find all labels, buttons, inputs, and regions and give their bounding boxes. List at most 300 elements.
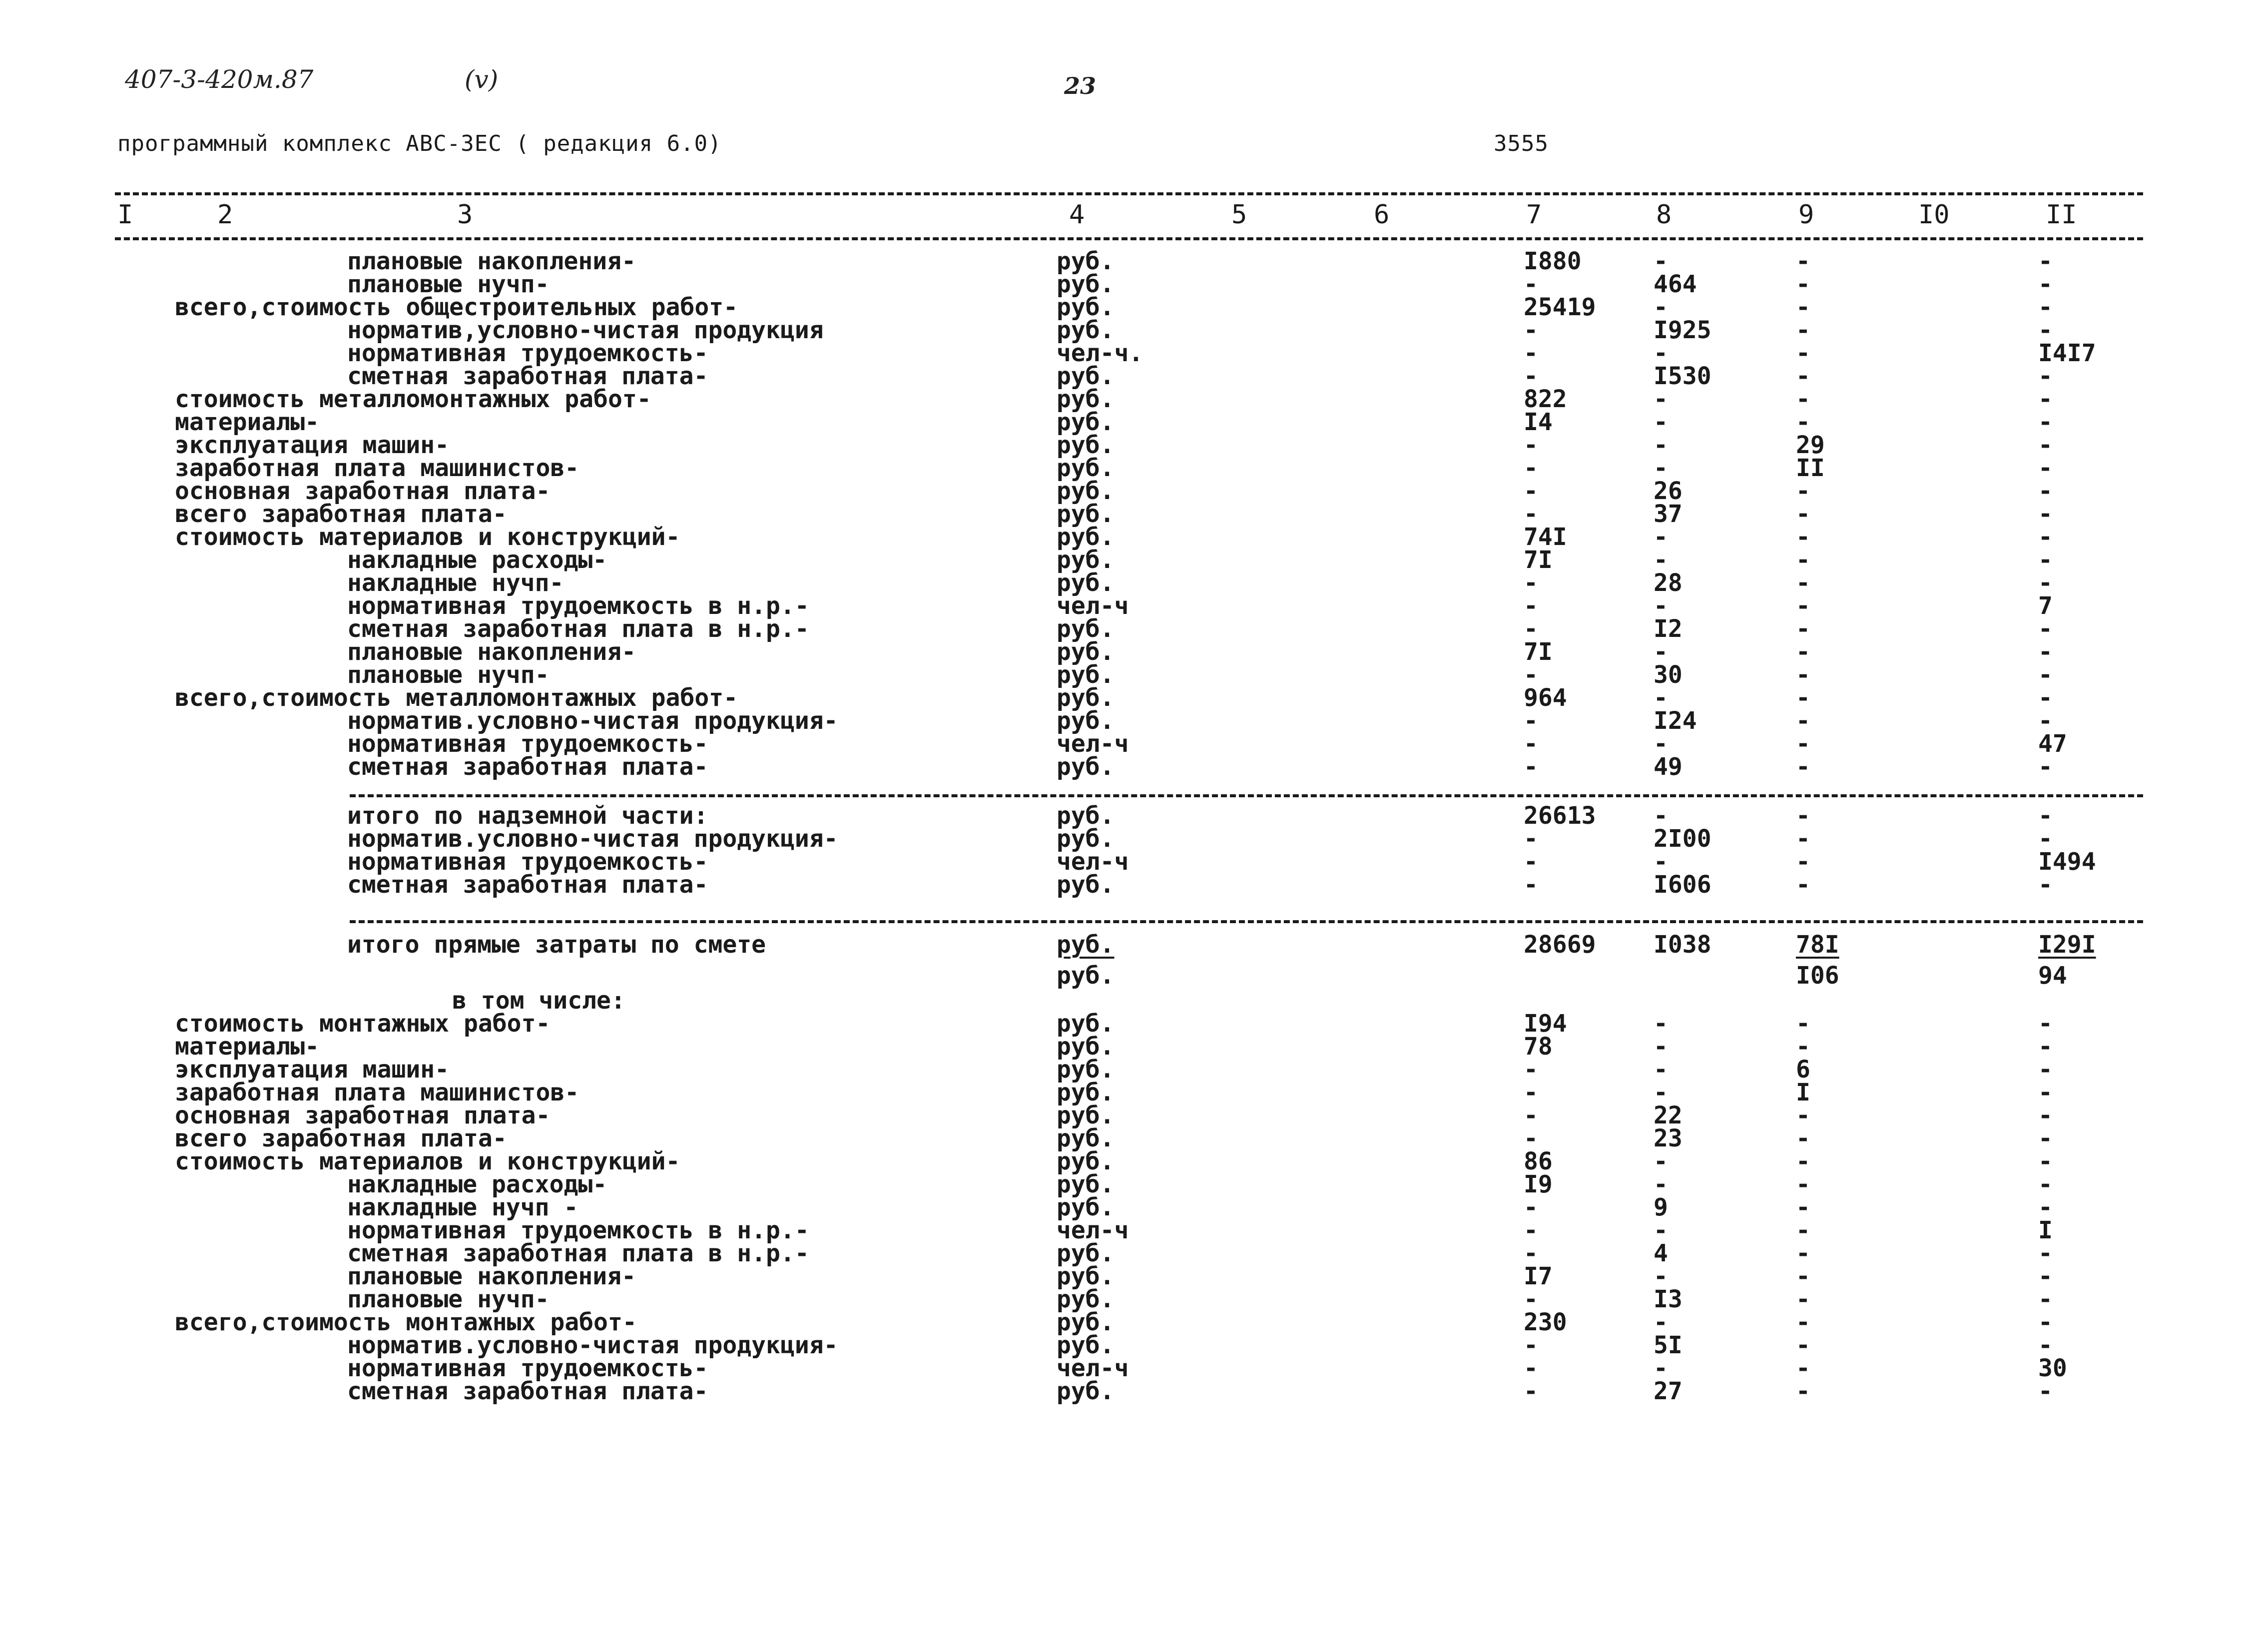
row-col11: - (2038, 753, 2053, 781)
table-row (0, 1033, 2242, 1061)
row-unit: руб. (1057, 293, 1115, 321)
row-col8: 26 (1654, 477, 1682, 505)
row-unit: руб. (1057, 615, 1115, 643)
row-col8: - (1654, 293, 1668, 321)
section-rule-1 (350, 794, 2143, 797)
table-row-total (0, 931, 2242, 959)
row-col11: - (2038, 802, 2053, 830)
row-label: нормативная трудоемкость- (347, 1354, 708, 1382)
table-row (0, 408, 2242, 436)
row-col7: 26613 (1524, 802, 1596, 830)
row-label: основная заработная плата- (175, 477, 551, 505)
table-row (0, 1308, 2242, 1336)
row-unit: руб. (1057, 1331, 1115, 1359)
row-col8: I3 (1654, 1285, 1682, 1313)
row-label: сметная заработная плата- (347, 753, 708, 781)
row-col11: - (2038, 1033, 2053, 1061)
row-unit: чел-ч (1057, 1216, 1129, 1244)
row-col9: - (1796, 1262, 1810, 1290)
row-col8: - (1654, 454, 1668, 482)
row-col9: - (1796, 684, 1810, 712)
row-label: стоимость монтажных работ- (175, 1010, 551, 1038)
row-col11: - (2038, 500, 2053, 528)
row-col9: - (1796, 615, 1810, 643)
table-row (0, 1239, 2242, 1267)
row-col11: - (2038, 1010, 2053, 1038)
row-label: материалы- (175, 408, 319, 436)
row-col7: - (1524, 615, 1538, 643)
row-col9: - (1796, 1216, 1810, 1244)
row-label: плановые накопления- (347, 1262, 636, 1290)
table-row (0, 1331, 2242, 1359)
row-col11: - (2038, 362, 2053, 390)
row-unit: руб. (1057, 661, 1115, 689)
row-label: основная заработная плата- (175, 1101, 551, 1129)
row-unit: чел-ч (1057, 848, 1129, 876)
row-unit: руб. (1057, 1308, 1115, 1336)
row-col8: - (1654, 1170, 1668, 1198)
row-unit: руб. (1057, 871, 1115, 899)
row-col11: 47 (2038, 730, 2067, 758)
row-col8: - (1654, 730, 1668, 758)
row-col11: - (2038, 707, 2053, 735)
table-row (0, 1193, 2242, 1221)
table-row (0, 1377, 2242, 1405)
row-label: сметная заработная плата- (347, 871, 708, 899)
row-label: в том числе: (452, 987, 625, 1015)
row-col9: - (1796, 500, 1810, 528)
row-col9: 6 (1796, 1056, 1810, 1084)
table-row (0, 615, 2242, 643)
row-col7: I4 (1524, 408, 1553, 436)
row-col11: - (2038, 454, 2053, 482)
row-label: плановые нучп- (347, 270, 550, 298)
row-unit: руб. (1057, 477, 1115, 505)
col-header-10: I0 (1918, 200, 1950, 230)
row-col7: 86 (1524, 1147, 1553, 1175)
row-col9: - (1796, 1331, 1810, 1359)
row-col7: - (1524, 730, 1538, 758)
row-col7: - (1524, 1216, 1538, 1244)
row-col9: - (1796, 661, 1810, 689)
row-col11: I (2038, 1216, 2053, 1244)
row-unit: руб. (1057, 1124, 1115, 1152)
row-col8: 27 (1654, 1377, 1682, 1405)
table-row (0, 1170, 2242, 1198)
row-col11: - (2038, 569, 2053, 597)
table-row (0, 454, 2242, 482)
row-label: всего,стоимость общестроительных работ- (175, 293, 738, 321)
row-unit: руб. (1057, 1101, 1115, 1129)
row-col11: - (2038, 1331, 2053, 1359)
row-label: плановые нучп- (347, 1285, 550, 1313)
row-col7: - (1524, 825, 1538, 853)
row-col9: - (1796, 247, 1810, 275)
table-row (0, 1081, 2242, 1104)
row-col11: - (2038, 825, 2053, 853)
row-col8: - (1654, 1216, 1668, 1244)
row-col8: 23 (1654, 1124, 1682, 1152)
row-col11: - (2038, 293, 2053, 321)
row-unit: руб. (1057, 1262, 1115, 1290)
program-code: 3555 (1494, 131, 1549, 156)
row-label: накладные нучп- (347, 569, 564, 597)
row-col9: - (1796, 569, 1810, 597)
row-unit: руб. (1057, 825, 1115, 853)
table-row (0, 1147, 2242, 1175)
row-unit: руб. (1057, 454, 1115, 482)
row-col11: - (2038, 1124, 2053, 1152)
row-col8: 22 (1654, 1101, 1682, 1129)
row-label: нормативная трудоемкость в н.р.- (347, 1216, 809, 1244)
row-label: заработная плата машинистов- (175, 454, 579, 482)
row-col9: - (1796, 825, 1810, 853)
row-col11: - (2038, 247, 2053, 275)
row-col9: - (1796, 1354, 1810, 1382)
row-label: всего,стоимость монтажных работ- (175, 1308, 637, 1336)
row-col9: - (1796, 592, 1810, 620)
row-label: всего заработная плата- (175, 1124, 507, 1152)
row-col7: 822 (1524, 385, 1567, 413)
row-unit: чел-ч (1057, 730, 1129, 758)
row-col8: - (1654, 684, 1668, 712)
row-col8: - (1654, 431, 1668, 459)
table-row (0, 802, 2242, 830)
row-col7: - (1524, 871, 1538, 899)
row-col11: - (2038, 615, 2053, 643)
row-label: сметная заработная плата в н.р.- (347, 615, 809, 643)
col-header-6: 6 (1374, 200, 1390, 230)
row-col8: 30 (1654, 661, 1682, 689)
table-row (0, 1010, 2242, 1038)
row-col11: - (2038, 661, 2053, 689)
row-label: плановые нучп- (347, 661, 550, 689)
row-col9: - (1796, 1285, 1810, 1313)
row-label: нормативная трудоемкость- (347, 730, 708, 758)
row-col7: I9 (1524, 1170, 1553, 1198)
table-row (0, 247, 2242, 275)
table-row (0, 1124, 2242, 1152)
row-col9: - (1796, 1170, 1810, 1198)
document-code: 407-3-420м.87 (125, 65, 314, 94)
header-rule-bottom (115, 237, 2143, 240)
row-col11: - (2038, 385, 2053, 413)
row-col11: - (2038, 408, 2053, 436)
row-col9: - (1796, 871, 1810, 899)
row-label: итого прямые затраты по смете (347, 931, 766, 959)
row-col7: - (1524, 1193, 1538, 1221)
row-col9: - (1796, 1147, 1810, 1175)
row-unit: руб. (1057, 707, 1115, 735)
row-col11: - (2038, 1308, 2053, 1336)
row-col7: - (1524, 1079, 1538, 1106)
table-row (0, 638, 2242, 666)
row-unit: руб. (1057, 362, 1115, 390)
row-unit: руб. (1057, 802, 1115, 830)
row-col11: - (2038, 684, 2053, 712)
row-unit: чел-ч (1057, 592, 1129, 620)
row-col11: 7 (2038, 592, 2053, 620)
row-unit: руб. (1057, 684, 1115, 712)
table-row (0, 500, 2242, 528)
row-label: плановые накопления- (347, 638, 636, 666)
table-row (0, 871, 2242, 899)
row-col8: - (1654, 1056, 1668, 1084)
row-col8: 37 (1654, 500, 1682, 528)
row-label: стоимость металломонтажных работ- (175, 385, 651, 413)
row-col7: - (1524, 1124, 1538, 1152)
row-col7: - (1524, 1101, 1538, 1129)
row-col9: - (1796, 802, 1810, 830)
row-col11: - (2038, 1170, 2053, 1198)
row-col8: - (1654, 1147, 1668, 1175)
row-label: эксплуатация машин- (175, 431, 450, 459)
row-label: сметная заработная плата- (347, 1377, 708, 1405)
row-col8: - (1654, 408, 1668, 436)
section-rule-2 (350, 920, 2143, 923)
row-col9: - (1796, 848, 1810, 876)
row-label: всего заработная плата- (175, 500, 507, 528)
row-col9: - (1796, 339, 1810, 367)
row-label: материалы- (175, 1033, 319, 1061)
row-col8: 5I (1654, 1331, 1682, 1359)
row-col7: I7 (1524, 1262, 1553, 1290)
table-row (0, 1354, 2242, 1382)
table-row (0, 316, 2242, 344)
row-col7: I880 (1524, 247, 1582, 275)
row-col8: - (1654, 1033, 1668, 1061)
row-col9: II (1796, 454, 1825, 482)
row-unit: руб. (1057, 431, 1115, 459)
row-col7: - (1524, 1377, 1538, 1405)
row-label: стоимость материалов и конструкций- (175, 523, 680, 551)
table-row (0, 293, 2242, 321)
row-col7: - (1524, 477, 1538, 505)
row-label: накладные нучп - (347, 1193, 578, 1221)
row-label: нормативная трудоемкость- (347, 848, 708, 876)
row-label: итого по надземной части: (347, 802, 708, 830)
row-col11: - (2038, 1262, 2053, 1290)
row-col9: - (1796, 1033, 1810, 1061)
row-col8: - (1654, 1262, 1668, 1290)
row-label: сметная заработная плата в н.р.- (347, 1239, 809, 1267)
row-col9: 29 (1796, 431, 1825, 459)
table-row (0, 339, 2242, 367)
row-col11: - (2038, 871, 2053, 899)
row-col11: - (2038, 316, 2053, 344)
row-col8: - (1654, 592, 1668, 620)
row-label: норматив.условно-чистая продукция- (347, 825, 838, 853)
table-row (0, 661, 2242, 689)
row-col9: - (1796, 523, 1810, 551)
row-col7: 230 (1524, 1308, 1567, 1336)
row-col9: - (1796, 546, 1810, 574)
row-col8: I925 (1654, 316, 1711, 344)
col-header-5: 5 (1231, 200, 1247, 230)
row-col9: - (1796, 362, 1810, 390)
row-col9: - (1796, 385, 1810, 413)
row-col9: I (1796, 1079, 1810, 1106)
row-col8: I038 (1654, 931, 1711, 959)
row-unit: руб. (1057, 1170, 1115, 1198)
row-col7: - (1524, 753, 1538, 781)
row-col7: I94 (1524, 1010, 1567, 1038)
row-label: норматив,условно-чистая продукция (347, 316, 824, 344)
row-label: заработная плата машинистов- (175, 1079, 579, 1106)
row-col8: - (1654, 1010, 1668, 1038)
row-unit: руб. (1057, 1033, 1115, 1061)
table-row (0, 753, 2242, 781)
row-col8: 464 (1654, 270, 1697, 298)
row-col8: - (1654, 546, 1668, 574)
table-row (0, 1285, 2242, 1313)
row-col8: - (1654, 1308, 1668, 1336)
table-row (0, 385, 2242, 413)
row-col8: - (1654, 247, 1668, 275)
table-row-subheading (0, 987, 2242, 1015)
row-col11: - (2038, 1377, 2053, 1405)
row-unit: руб. (1057, 408, 1115, 436)
row-col7: - (1524, 1354, 1538, 1382)
row-unit: чел-ч. (1057, 339, 1143, 367)
table-row (0, 825, 2242, 853)
row-col11: - (2038, 523, 2053, 551)
row-unit: руб. (1057, 270, 1115, 298)
row-col8: - (1654, 638, 1668, 666)
row-col7: - (1524, 1056, 1538, 1084)
row-col7: - (1524, 707, 1538, 735)
row-col9: - (1796, 477, 1810, 505)
page-number: 23 (1064, 72, 1097, 99)
row-label: норматив.условно-чистая продукция- (347, 707, 838, 735)
row-col7: 28669 (1524, 931, 1596, 959)
row-col7: - (1524, 316, 1538, 344)
row-unit: руб. (1057, 1056, 1115, 1084)
row-col7: 78 (1524, 1033, 1553, 1061)
row-col7: 7I (1524, 638, 1553, 666)
row-label: стоимость материалов и конструкций- (175, 1147, 680, 1175)
row-unit: руб. (1057, 931, 1115, 959)
row-col7: - (1524, 1285, 1538, 1313)
row-col9: - (1796, 1239, 1810, 1267)
row-col8: - (1654, 339, 1668, 367)
row-label: эксплуатация машин- (175, 1056, 450, 1084)
row-col9: - (1796, 293, 1810, 321)
table-row (0, 477, 2242, 505)
col-header-2: 2 (217, 200, 233, 230)
row-col9: - (1796, 707, 1810, 735)
row-col8: 4 (1654, 1239, 1668, 1267)
table-row (0, 1056, 2242, 1084)
col-header-9: 9 (1798, 200, 1814, 230)
table-row (0, 362, 2242, 390)
row-col11: 94 (2038, 962, 2067, 990)
row-col7: - (1524, 431, 1538, 459)
col-header-8: 8 (1656, 200, 1672, 230)
row-col8: 2I00 (1654, 825, 1711, 853)
row-label: плановые накопления- (347, 247, 636, 275)
row-col7: 74I (1524, 523, 1567, 551)
row-col11: - (2038, 1239, 2053, 1267)
row-col8: I530 (1654, 362, 1711, 390)
row-col8: 49 (1654, 753, 1682, 781)
table-row-total-sub (0, 962, 2242, 990)
row-unit: руб. (1057, 500, 1115, 528)
row-col11: - (2038, 431, 2053, 459)
row-col9: I06 (1796, 962, 1839, 990)
row-label: накладные расходы- (347, 1170, 607, 1198)
row-unit: руб. (1057, 523, 1115, 551)
table-row (0, 546, 2242, 574)
row-col11: - (2038, 1193, 2053, 1221)
row-col8: I2 (1654, 615, 1682, 643)
table-row (0, 523, 2242, 551)
table-row (0, 592, 2242, 620)
row-unit: чел-ч (1057, 1354, 1129, 1382)
row-col9: - (1796, 1308, 1810, 1336)
row-unit: руб. (1057, 546, 1115, 574)
row-unit: руб. (1057, 316, 1115, 344)
row-col8: 9 (1654, 1193, 1668, 1221)
row-col7: - (1524, 569, 1538, 597)
row-unit: руб. (1057, 753, 1115, 781)
table-row (0, 270, 2242, 298)
row-col9: - (1796, 638, 1810, 666)
row-label: нормативная трудоемкость- (347, 339, 708, 367)
row-col8: 28 (1654, 569, 1682, 597)
row-col11: - (2038, 638, 2053, 666)
row-col9: - (1796, 1101, 1810, 1129)
row-unit: руб. (1057, 1377, 1115, 1405)
row-col11: - (2038, 270, 2053, 298)
row-col11: - (2038, 477, 2053, 505)
row-unit: руб. (1057, 1079, 1115, 1106)
row-col9: - (1796, 270, 1810, 298)
table-row (0, 684, 2242, 712)
header-rule-top (115, 192, 2143, 195)
row-col7: - (1524, 1331, 1538, 1359)
row-col8: - (1654, 802, 1668, 830)
row-col11: - (2038, 546, 2053, 574)
row-col7: - (1524, 270, 1538, 298)
row-col7: - (1524, 848, 1538, 876)
table-row (0, 730, 2242, 758)
table-row (0, 848, 2242, 876)
row-unit: руб. (1057, 1010, 1115, 1038)
row-col11: I494 (2038, 848, 2096, 876)
table-row (0, 707, 2242, 735)
row-unit: руб. (1057, 247, 1115, 275)
program-title: программный комплекс АВС-3ЕС ( редакция 6.0) (117, 131, 722, 156)
row-col7: - (1524, 339, 1538, 367)
row-label: всего,стоимость металломонтажных работ- (175, 684, 738, 712)
row-label: сметная заработная плата- (347, 362, 708, 390)
col-header-3: 3 (457, 200, 473, 230)
row-col11: I29I (2038, 931, 2096, 959)
row-col11: - (2038, 1147, 2053, 1175)
row-col9: - (1796, 1193, 1810, 1221)
row-label: накладные расходы- (347, 546, 607, 574)
row-unit: руб. (1057, 385, 1115, 413)
table-row (0, 1216, 2242, 1244)
col-header-7: 7 (1526, 200, 1542, 230)
table-row (0, 1262, 2242, 1290)
row-col9: - (1796, 753, 1810, 781)
row-col7: - (1524, 500, 1538, 528)
row-col7: 25419 (1524, 293, 1596, 321)
row-col8: I24 (1654, 707, 1697, 735)
row-unit: руб. (1057, 1193, 1115, 1221)
